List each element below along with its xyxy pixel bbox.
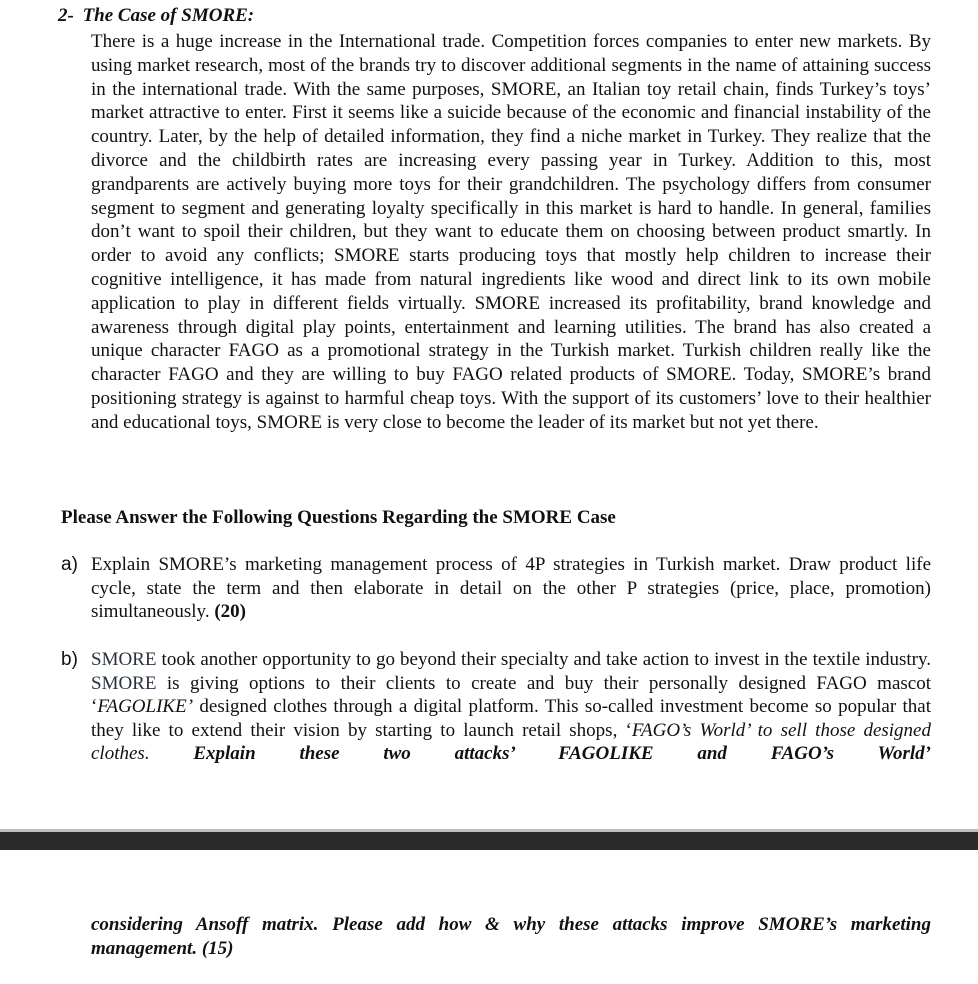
questions-title: Please Answer the Following Questions Regarding the SMORE Case (61, 507, 616, 528)
question-a-label: a) (61, 554, 78, 575)
question-b-label: b) (61, 649, 78, 670)
question-b-text-3: designed clothes through a digital platform. This so-called investment become so popular that they like to extend their vision by starting to launch retail shops, ‘ (91, 696, 931, 741)
question-a-points: (20) (214, 601, 246, 622)
question-a-body: Explain SMORE’s marketing management process of 4P strategies in Turkish market. Draw product life cycle, state the term and then elaborate in detail on the other P strategies (price, place, promotion) simultaneously. (91, 554, 931, 622)
question-b-smore-1: SMORE (91, 649, 157, 670)
case-number: 2- (58, 5, 74, 26)
question-b-text-2: is giving options to their clients to create and buy their personally designed FAGO mascot ‘ (91, 672, 931, 718)
case-title: The Case of SMORE: (82, 5, 255, 26)
case-body-paragraph: There is a huge increase in the International trade. Competition forces companies to enter new markets. By using market research, most of the brands try to discover additional segments in the name of attaining success in the international trade. With the same purposes, SMORE, an Italian toy retail chain, finds Turkey’s toys’ market attractive to enter. First it seems like a suicide because of the economic and financial instability of the country. Later, by the help of detailed information, they find a niche market in Turkey. They realize that the divorce and the childbirth rates are increasing every passing year in Turkey. Addition to this, most grandparents are actively buying more toys for their grandchildren. The psychology differs from consumer segment to segment and generating loyalty specifically in this market is hard to handle. In general, families don’t want to spoil their children, but they want to educate them on choosing between product smartly. In order to avoid any conflicts; SMORE starts producing toys that mostly help children to increase their cognitive intelligence, it has made from natural ingredients like wood and direct link to its own mobile application to play in different fields virtually. SMORE increased its profitability, brand knowledge and awareness through digital play points, entertainment and learning utilities. The brand has also created a unique character FAGO as a promotional strategy in the Turkish market. Turkish children really like the character FAGO and they are willing to buy FAGO related products of SMORE. Today, SMORE’s brand positioning strategy is against to harmful cheap toys. With the support of its customers’ love to their healthier and educational toys, SMORE is very close to become the leader of its market but not yet there. (91, 31, 931, 433)
question-b-smore-2: SMORE (91, 672, 157, 694)
continuation-points: (15) (197, 938, 234, 959)
question-b-fagolike: FAGOLIKE’ (97, 696, 194, 718)
case-heading (58, 4, 938, 28)
page-break-bar (0, 832, 978, 850)
question-a-text (91, 553, 931, 624)
question-b-text-1: took another opportunity to go beyond their specialty and take action to invest in the textile industry. (156, 649, 931, 670)
question-b-fagoworld: FAGO’s World’ to sell those designed clothes. (91, 719, 931, 765)
question-b-bold-tail: Explain these two attacks’ FAGOLIKE and FAGO’s World’ (193, 743, 931, 765)
question-b-continuation (91, 913, 931, 961)
continuation-text: considering Ansoff matrix. Please add how & why these attacks improve SMORE’s marketing management. (91, 914, 931, 959)
question-b-text (91, 648, 931, 766)
